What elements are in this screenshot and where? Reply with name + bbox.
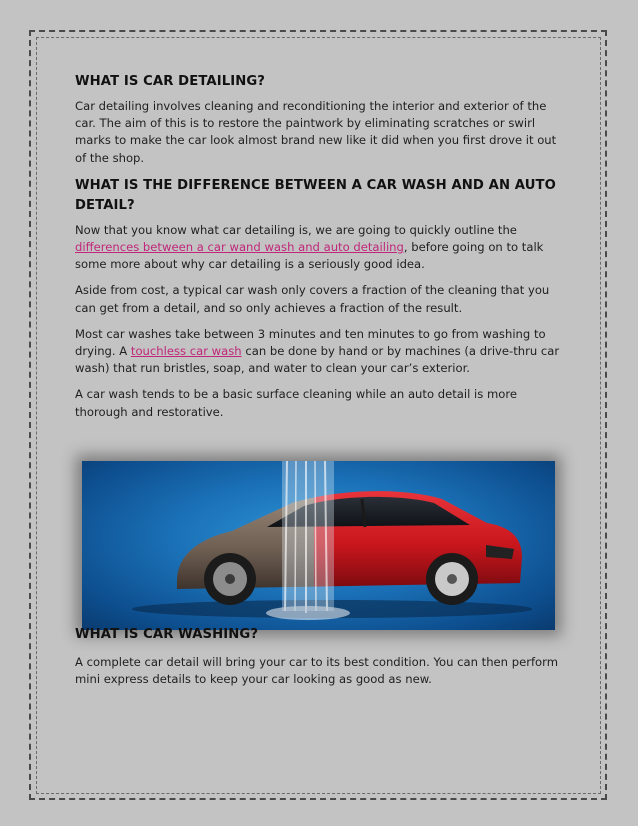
text-fragment: , before going on to talk some more about why car detailing is a seriously good idea. bbox=[75, 240, 544, 272]
paragraph-car-detailing: Car detailing involves cleaning and reconditioning the interior and exterior of the car. The aim of this is to restore the paintwork by eliminating scratches or swirl marks to make the car look almost brand new like it did when you first drove it out of the shop. bbox=[75, 99, 557, 165]
car-illustration bbox=[82, 461, 555, 630]
paragraph-wash-time bbox=[75, 326, 565, 378]
heading-difference: WHAT IS THE DIFFERENCE BETWEEN A CAR WASH AND AN AUTO DETAIL? bbox=[75, 177, 556, 213]
paragraph-car-washing: A complete car detail will bring your car to its best condition. You can then perform mini express details to keep your car looking as good as new. bbox=[75, 655, 558, 687]
wheel-rear bbox=[204, 553, 256, 605]
text-fragment: Most car washes take between 3 minutes and ten minutes to go from washing to drying. A bbox=[75, 326, 546, 359]
text-fragment: Now that you know what car detailing is, we are going to quickly outline the bbox=[75, 222, 517, 237]
document-body bbox=[75, 72, 565, 421]
heading-what-is-car-detailing: WHAT IS CAR DETAILING? bbox=[75, 74, 266, 89]
paragraph-basic-vs-detail: A car wash tends to be a basic surface cleaning while an auto detail is more thorough and restorative. bbox=[75, 387, 517, 419]
car-wash-image bbox=[82, 461, 555, 630]
section-car-washing bbox=[75, 625, 565, 688]
link-touchless-car-wash[interactable]: touchless car wash bbox=[130, 344, 242, 359]
wheel-front bbox=[426, 553, 478, 605]
heading-what-is-car-washing: WHAT IS CAR WASHING? bbox=[75, 627, 259, 642]
paragraph-cost: Aside from cost, a typical car wash only covers a fraction of the cleaning that you can get from a detail, and so only achieves a fraction of the result. bbox=[75, 283, 550, 315]
link-differences-car-wash-auto-detailing[interactable]: differences between a car wand wash and auto detailing bbox=[75, 240, 404, 255]
paragraph-difference-intro bbox=[75, 222, 565, 274]
text-fragment: can be done by hand or by machines (a drive-thru car wash) that run bristles, soap, and water to clean your car’s exterior. bbox=[75, 344, 560, 376]
